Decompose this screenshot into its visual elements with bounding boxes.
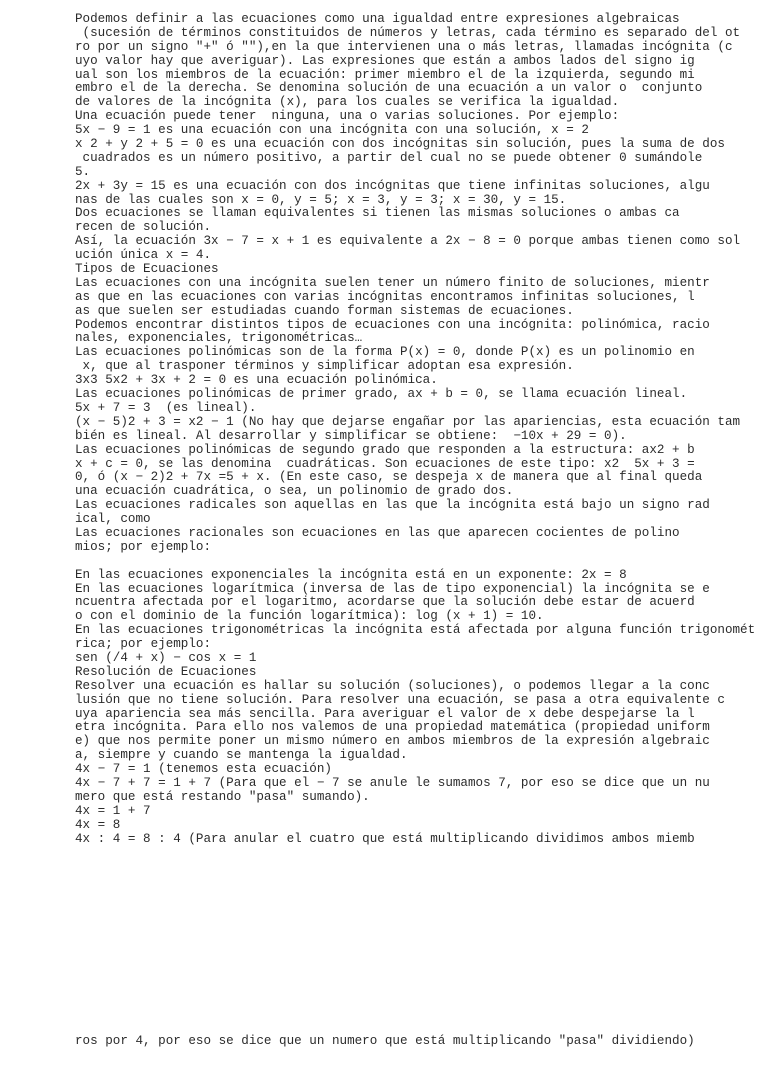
- text-line: (x − 5)2 + 3 = x2 − 1 (No hay que dejarse engañar por las apariencias, esta ecuación tam: [75, 414, 741, 429]
- text-line: Las ecuaciones polinómicas de segundo grado que responden a la estructura: ax2 + b: [75, 442, 695, 457]
- text-line: Las ecuaciones con una incógnita suelen tener un número finito de soluciones, mientr: [75, 275, 710, 290]
- text-line: Una ecuación puede tener ninguna, una o varias soluciones. Por ejemplo:: [75, 109, 620, 124]
- text-line: 3x3 5x2 + 3x + 2 = 0 es una ecuación polinómica.: [75, 373, 438, 388]
- document-body-text: [75, 13, 755, 846]
- text-line: una ecuación cuadrática, o sea, un polinomio de grado dos.: [75, 484, 514, 499]
- text-line: e) que nos permite poner un mismo número en ambos miembros de la expresión algebraic: [75, 734, 710, 749]
- text-line: embro el de la derecha. Se denomina solución de una ecuación a un valor o conjunto: [75, 81, 703, 96]
- text-line: mero que está restando "pasa" sumando).: [75, 789, 370, 804]
- text-line: Las ecuaciones radicales son aquellas en las que la incógnita está bajo un signo rad: [75, 498, 710, 513]
- text-line: 2x + 3y = 15 es una ecuación con dos incógnitas que tiene infinitas soluciones, algu: [75, 178, 710, 193]
- text-line: Tipos de Ecuaciones: [75, 262, 219, 277]
- text-line: mios; por ejemplo:: [75, 539, 212, 554]
- text-line: Las ecuaciones racionales son ecuaciones en las que aparecen cocientes de polino: [75, 525, 680, 540]
- text-line: Resolución de Ecuaciones: [75, 664, 257, 679]
- text-line: x + c = 0, se las denomina cuadráticas. Son ecuaciones de este tipo: x2 5x + 3 =: [75, 456, 695, 471]
- text-line: Dos ecuaciones se llaman equivalentes si tienen las mismas soluciones o ambas ca: [75, 206, 680, 221]
- text-line: ncuentra afectada por el logaritmo, acordarse que la solución debe estar de acuerd: [75, 595, 695, 610]
- text-line: 0, ó (x − 2)2 + 7x =5 + x. (En este caso, se despeja x de manera que al final queda: [75, 470, 703, 485]
- document-continuation-text: [75, 1007, 695, 1077]
- text-line: 4x − 7 = 1 (tenemos esta ecuación): [75, 762, 332, 777]
- text-line: Podemos encontrar distintos tipos de ecuaciones con una incógnita: polinómica, racio: [75, 317, 710, 332]
- text-line: nas de las cuales son x = 0, y = 5; x = 3, y = 3; x = 30, y = 15.: [75, 192, 567, 207]
- text-line: uyo valor hay que averiguar). Las expresiones que están a ambos lados del signo ig: [75, 53, 695, 68]
- text-line: cuadrados es un número positivo, a partir del cual no se puede obtener 0 sumándole: [75, 150, 703, 165]
- text-line: bién es lineal. Al desarrollar y simplificar se obtiene: −10x + 29 = 0).: [75, 428, 627, 443]
- text-line: ros por 4, por eso se dice que un numero que está multiplicando "pasa" dividiendo): [75, 1033, 695, 1048]
- text-line: rica; por ejemplo:: [75, 637, 212, 652]
- text-line: 4x − 7 + 7 = 1 + 7 (Para que el − 7 se anule le sumamos 7, por eso se dice que un nu: [75, 775, 710, 790]
- text-line: recen de solución.: [75, 220, 212, 235]
- text-line: 4x : 4 = 8 : 4 (Para anular el cuatro que está multiplicando dividimos ambos miemb: [75, 831, 695, 846]
- text-line: En las ecuaciones trigonométricas la incógnita está afectada por alguna función trigonomét: [75, 623, 756, 638]
- text-line: x, que al trasponer términos y simplificar adoptan esa expresión.: [75, 359, 574, 374]
- text-line: uya apariencia sea más sencilla. Para averiguar el valor de x debe despejarse la l: [75, 706, 695, 721]
- text-line: En las ecuaciones exponenciales la incógnita está en un exponente: 2x = 8: [75, 567, 627, 582]
- text-line: 5x − 9 = 1 es una ecuación con una incógnita con una solución, x = 2: [75, 123, 589, 138]
- text-line: ual son los miembros de la ecuación: primer miembro el de la izquierda, segundo mi: [75, 67, 695, 82]
- text-line: as que suelen ser estudiadas cuando forman sistemas de ecuaciones.: [75, 303, 574, 318]
- text-line: lusión que no tiene solución. Para resolver una ecuación, se pasa a otra equivalente c: [75, 692, 725, 707]
- text-line: En las ecuaciones logarítmica (inversa de las de tipo exponencial) la incógnita se e: [75, 581, 710, 596]
- text-line: de valores de la incógnita (x), para los cuales se verifica la igualdad.: [75, 95, 620, 110]
- text-line: 4x = 1 + 7: [75, 803, 151, 818]
- text-line: 4x = 8: [75, 817, 121, 832]
- text-line: 5.: [75, 164, 91, 179]
- text-line: nales, exponenciales, trigonométricas…: [75, 331, 363, 346]
- text-line: 5x + 7 = 3 (es lineal).: [75, 400, 257, 415]
- text-line: x 2 + y 2 + 5 = 0 es una ecuación con dos incógnitas sin solución, pues la suma de dos: [75, 137, 725, 152]
- text-line: Las ecuaciones polinómicas de primer grado, ax + b = 0, se llama ecuación lineal.: [75, 387, 688, 402]
- text-line: sen (/4 + x) − cos x = 1: [75, 650, 257, 665]
- text-line: as que en las ecuaciones con varias incógnitas encontramos infinitas soluciones, l: [75, 289, 695, 304]
- text-line: Podemos definir a las ecuaciones como una igualdad entre expresiones algebraicas: [75, 12, 680, 26]
- text-line: Las ecuaciones polinómicas son de la forma P(x) = 0, donde P(x) es un polinomio en: [75, 345, 695, 360]
- text-line: ro por un signo "+" ó ""),en la que intervienen una o más letras, llamadas incógnita (c: [75, 39, 733, 54]
- text-line: Así, la ecuación 3x − 7 = x + 1 es equivalente a 2x − 8 = 0 porque ambas tienen como sol: [75, 234, 741, 249]
- text-line: (sucesión de términos constituidos de números y letras, cada término es separado del ot: [75, 25, 741, 40]
- text-line: Resolver una ecuación es hallar su solución (soluciones), o podemos llegar a la conc: [75, 678, 710, 693]
- text-line: a, siempre y cuando se mantenga la igualdad.: [75, 748, 408, 763]
- text-line: ical, como: [75, 512, 151, 527]
- text-line: ución única x = 4.: [75, 248, 212, 263]
- text-line: o con el dominio de la función logarítmica): log (x + 1) = 10.: [75, 609, 544, 624]
- text-line: etra incógnita. Para ello nos valemos de una propiedad matemática (propiedad uniform: [75, 720, 710, 735]
- text-line: [75, 555, 755, 569]
